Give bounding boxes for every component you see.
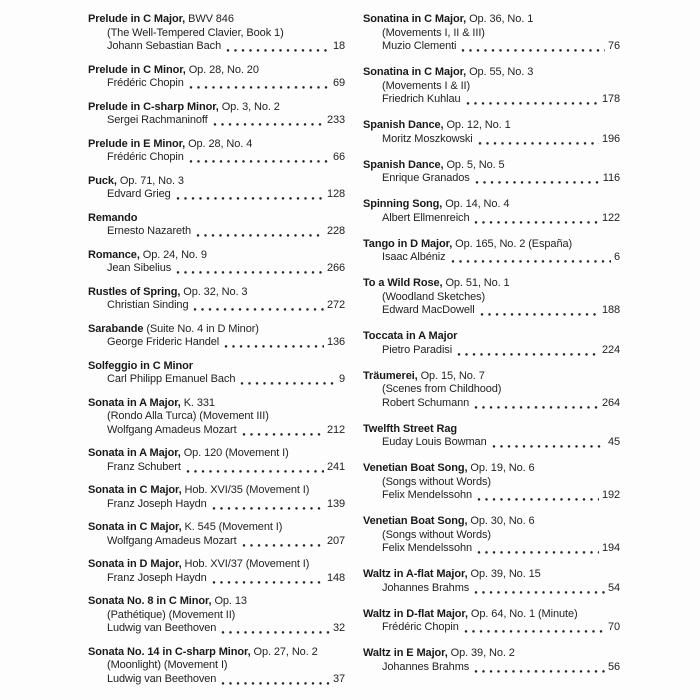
entry-title-detail: Op. 51, No. 1 (442, 277, 510, 289)
entry-page-number: 69 (332, 77, 345, 89)
entry-page-number: 241 (326, 460, 345, 473)
entry-composer: Sergei Rachmaninoff (107, 114, 208, 126)
entry-composer-row (363, 212, 620, 226)
toc-entry (363, 277, 620, 318)
entry-page-number: 228 (326, 225, 345, 237)
entry-title-line (363, 159, 620, 173)
entry-composer: Franz Joseph Haydn (107, 497, 207, 510)
entry-title: Sonata in C Major, (88, 521, 182, 533)
toc-entry (88, 138, 345, 165)
entry-title-detail: Op. 19, No. 6 (467, 462, 535, 474)
entry-composer-row (363, 40, 620, 54)
toc-entry (363, 13, 620, 54)
entry-composer-row (88, 77, 345, 91)
entry-composer-row (88, 572, 345, 586)
toc-entry (363, 66, 620, 107)
dot-leader-line (212, 507, 324, 510)
entry-title: Venetian Boat Song, (363, 515, 468, 527)
entry-composer: Enrique Granados (382, 172, 470, 184)
entry-composer-row (88, 461, 345, 475)
entry-title: Rustles of Spring, (88, 285, 181, 298)
entry-title-line (88, 521, 345, 535)
dot-leader-line (242, 433, 324, 436)
dot-leader-line (240, 382, 336, 385)
entry-title: Sonata in D Major, (88, 558, 182, 570)
entry-title: Sonatina in C Major, (363, 66, 467, 78)
entry-title-line (363, 370, 620, 384)
entry-title-detail: Op. 13 (211, 595, 247, 607)
toc-entry (363, 330, 620, 357)
entry-composer: Jean Sibelius (107, 262, 172, 274)
dot-leader-line (474, 670, 605, 673)
entry-title-line (88, 397, 345, 411)
entry-title: Waltz in D-flat Major, (363, 607, 468, 620)
entry-title-line (363, 608, 620, 622)
dot-leader-line (189, 160, 330, 163)
dot-leader-line (475, 181, 600, 184)
entry-title-line (363, 66, 620, 80)
entry-composer-row (88, 114, 345, 128)
entry-title-detail: Op. 39, No. 2 (447, 647, 515, 659)
toc-entry (363, 647, 620, 674)
entry-title-line (88, 212, 345, 226)
dot-leader-line (474, 591, 605, 594)
entry-title-detail: Op. 36, No. 1 (466, 13, 534, 25)
entry-page-number: 194 (601, 542, 620, 554)
entry-title: Spinning Song, (363, 198, 443, 210)
entry-title-line (363, 462, 620, 476)
dot-leader-line (221, 631, 330, 634)
entry-title-line (88, 323, 345, 337)
dot-leader-line (457, 353, 599, 356)
dot-leader-line (213, 123, 324, 126)
entry-composer: Edward MacDowell (382, 304, 475, 316)
entry-composer-row (363, 542, 620, 556)
dot-leader-line (478, 142, 599, 145)
toc-entry (88, 360, 345, 387)
entry-title-line (363, 647, 620, 661)
toc-entry (363, 568, 620, 595)
entry-title-detail: Op. 15, No. 7 (417, 369, 485, 382)
entry-title: Prelude in C-sharp Minor, (88, 100, 219, 113)
dot-leader-line (226, 49, 330, 52)
entry-composer-row (88, 373, 345, 387)
entry-page-number: 6 (613, 251, 620, 263)
toc-entry (88, 101, 345, 128)
toc-entry (88, 249, 345, 276)
toc-entry (88, 558, 345, 585)
entry-composer: Edvard Grieg (107, 188, 171, 200)
entry-title-detail: Hob. XVI/37 (Movement I) (181, 558, 310, 570)
entry-title-line (88, 286, 345, 300)
entry-title: To a Wild Rose, (363, 277, 443, 289)
entry-title: Prelude in E Minor, (88, 137, 186, 150)
entry-composer-row (363, 397, 620, 411)
entry-title-detail: Op. 64, No. 1 (Minute) (467, 607, 578, 620)
entry-title-detail: Op. 71, No. 3 (116, 174, 184, 187)
entry-composer-row (88, 622, 345, 636)
toc-entry (363, 370, 620, 411)
entry-title: Twelfth Street Rag (363, 422, 457, 435)
entry-title: Prelude in C Major, (88, 13, 186, 25)
entry-title: Sonata No. 14 in C-sharp Minor, (88, 645, 251, 658)
entry-title-detail: Op. 27, No. 2 (250, 645, 318, 658)
entry-composer: Felix Mendelssohn (382, 542, 473, 554)
entry-composer-row (88, 498, 345, 512)
toc-entry (88, 447, 345, 474)
entry-page-number: 266 (326, 262, 345, 274)
entry-title-line (88, 101, 345, 115)
dot-leader-line (477, 551, 599, 554)
entry-title-detail: Op. 32, No. 3 (180, 285, 248, 298)
entry-page-number: 76 (607, 40, 620, 52)
entry-composer-row (363, 251, 620, 265)
entry-page-number: 66 (332, 151, 345, 163)
entry-composer: Robert Schumann (382, 396, 470, 409)
dot-leader-line (464, 630, 605, 633)
dot-leader-line (176, 197, 324, 200)
toc-entry (363, 159, 620, 186)
entry-composer: Johannes Brahms (382, 581, 470, 594)
entry-subtitle: (Moonlight) (Movement I) (107, 659, 228, 671)
entry-composer-row (363, 344, 620, 358)
entry-composer: Ludwig van Beethoven (107, 622, 217, 634)
entry-title-line (88, 646, 345, 660)
toc-entry (88, 13, 345, 54)
entry-composer-row (88, 40, 345, 54)
entry-title-line (363, 238, 620, 252)
entry-title: Spanish Dance, (363, 158, 444, 171)
entry-composer-row (363, 172, 620, 186)
entry-title-detail: Op. 28, No. 20 (185, 63, 259, 76)
dot-leader-line (189, 86, 330, 89)
entry-title-detail: Op. 120 (Movement I) (180, 447, 289, 459)
entry-composer: Albert Ellmenreich (382, 211, 470, 224)
toc-entry (88, 397, 345, 438)
entry-composer: Carl Philipp Emanuel Bach (107, 373, 236, 385)
entry-title-detail: Op. 28, No. 4 (185, 137, 253, 150)
entry-composer-row (363, 661, 620, 675)
dot-leader-line (193, 308, 323, 311)
entry-page-number: 70 (607, 621, 620, 633)
entry-page-number: 116 (602, 172, 620, 184)
entry-page-number: 32 (332, 622, 345, 634)
entry-title-detail: Op. 14, No. 4 (442, 198, 510, 210)
entry-subtitle: (Woodland Sketches) (382, 290, 486, 303)
dot-leader-line (176, 271, 324, 274)
dot-leader-line (466, 102, 599, 105)
entry-page-number: 139 (326, 497, 345, 510)
entry-title: Venetian Boat Song, (363, 462, 468, 474)
entry-title: Sarabande (88, 322, 144, 335)
dot-leader-line (474, 406, 599, 409)
entry-title-detail: Hob. XVI/35 (Movement I) (181, 484, 310, 496)
dot-leader-line (242, 544, 324, 547)
entry-title: Prelude in C Minor, (88, 63, 186, 76)
entry-page-number: 178 (601, 93, 620, 105)
entry-composer: Ludwig van Beethoven (107, 672, 217, 685)
entry-title-detail: Op. 3, No. 2 (218, 100, 280, 113)
entry-composer: Wolfgang Amadeus Mozart (107, 534, 237, 547)
entry-composer: Johannes Brahms (382, 660, 470, 673)
entry-title-line (363, 198, 620, 212)
dot-leader-line (212, 581, 324, 584)
entry-title: Sonata in A Major, (88, 396, 181, 409)
entry-composer: George Frideric Handel (107, 336, 220, 348)
dot-leader-line (221, 682, 330, 685)
dot-leader-line (451, 260, 611, 263)
toc-entry (88, 212, 345, 239)
entry-composer: Frédéric Chopin (107, 151, 184, 163)
entry-page-number: 45 (607, 436, 620, 448)
toc-entry (88, 646, 345, 687)
entry-title-detail: Op. 12, No. 1 (443, 119, 511, 131)
entry-composer-row (363, 489, 620, 503)
entry-title-line (363, 568, 620, 582)
entry-composer-row (363, 304, 620, 318)
entry-title-detail: K. 331 (180, 396, 215, 409)
entry-composer-row (363, 133, 620, 147)
entry-composer: Frédéric Chopin (382, 621, 459, 633)
entry-page-number: 192 (601, 489, 620, 501)
entry-title: Sonata in A Major, (88, 447, 181, 459)
entry-composer-row (88, 188, 345, 202)
entry-composer: Isaac Albéniz (382, 251, 446, 263)
entry-composer: Johann Sebastian Bach (107, 40, 222, 52)
entry-title-detail: Op. 30, No. 6 (467, 515, 535, 527)
entry-subtitle: (Movements I & II) (382, 79, 471, 92)
entry-title: Sonata in C Major, (88, 484, 182, 496)
toc-entry (88, 286, 345, 313)
entry-composer: Muzio Clementi (382, 40, 457, 52)
entry-composer-row (88, 424, 345, 438)
entry-title-line (88, 175, 345, 189)
entry-subtitle: (The Well-Tempered Clavier, Book 1) (107, 26, 284, 39)
toc-entry (88, 595, 345, 636)
toc-entry (363, 238, 620, 265)
entry-title-detail: (Suite No. 4 in D Minor) (143, 322, 259, 335)
entry-title: Toccata in A Major (363, 330, 458, 342)
dot-leader-line (474, 221, 598, 224)
entry-title-line (88, 64, 345, 78)
entry-title-detail: Op. 55, No. 3 (466, 66, 534, 78)
entry-title: Waltz in A-flat Major, (363, 568, 468, 580)
toc-entry (363, 462, 620, 503)
dot-leader-line (461, 49, 605, 52)
dot-leader-line (492, 445, 605, 448)
entry-page-number: 188 (601, 304, 620, 316)
entry-title: Spanish Dance, (363, 119, 444, 131)
entry-title: Solfeggio in C Minor (88, 359, 193, 372)
entry-page-number: 224 (601, 343, 620, 356)
entry-composer-row (363, 93, 620, 107)
toc-column-right (363, 13, 620, 694)
entry-page-number: 207 (326, 534, 345, 547)
entry-composer: Euday Louis Bowman (382, 436, 487, 448)
entry-title-line (363, 277, 620, 291)
entry-composer: Pietro Paradisi (382, 343, 453, 356)
dot-leader-line (224, 345, 324, 348)
entry-title: Puck, (88, 174, 117, 187)
toc-entry (88, 521, 345, 548)
entry-title-detail: Op. 165, No. 2 (España) (452, 237, 573, 250)
entry-page-number: 233 (326, 114, 345, 126)
entry-composer-row (88, 299, 345, 313)
entry-composer-row (88, 225, 345, 239)
entry-composer-row (88, 262, 345, 276)
entry-title: Romance, (88, 248, 140, 261)
entry-title-line (88, 447, 345, 461)
entry-title-line (88, 249, 345, 263)
entry-title: Tango in D Major, (363, 237, 453, 250)
entry-subtitle: (Rondo Alla Turca) (Movement III) (107, 410, 269, 422)
entry-title-line (363, 515, 620, 529)
dot-leader-line (196, 234, 324, 237)
entry-page-number: 18 (332, 40, 345, 52)
dot-leader-line (480, 313, 599, 316)
entry-title: Sonata No. 8 in C Minor, (88, 595, 212, 607)
entry-title-line (363, 423, 620, 437)
toc-entry (88, 175, 345, 202)
toc-entry (363, 608, 620, 635)
entry-page-number: 122 (601, 211, 620, 224)
entry-page-number: 196 (601, 132, 620, 145)
entry-composer-row (88, 336, 345, 350)
entry-subtitle: (Songs without Words) (382, 528, 491, 541)
entry-title-line (88, 595, 345, 609)
entry-composer-row (88, 673, 345, 687)
entry-subtitle: (Movements I, II & III) (382, 26, 485, 39)
entry-page-number: 56 (607, 660, 620, 673)
entry-composer: Wolfgang Amadeus Mozart (107, 423, 237, 436)
entry-composer: Frédéric Chopin (107, 77, 184, 89)
entry-page-number: 212 (326, 423, 345, 436)
entry-composer: Christian Sinding (107, 299, 189, 311)
entry-composer-row (363, 436, 620, 450)
entry-page-number: 54 (607, 581, 620, 594)
entry-composer: Franz Joseph Haydn (107, 571, 207, 584)
entry-page-number: 9 (338, 373, 345, 385)
entry-title-line (88, 558, 345, 572)
entry-title-line (363, 330, 620, 344)
entry-composer: Moritz Moszkowski (382, 132, 473, 145)
entry-composer: Ernesto Nazareth (107, 225, 191, 237)
dot-leader-line (477, 498, 599, 501)
entry-title-detail: Op. 39, No. 15 (467, 568, 541, 580)
entry-page-number: 37 (332, 672, 345, 685)
toc-entry (363, 119, 620, 146)
toc-entry (88, 484, 345, 511)
entry-title-line (363, 119, 620, 133)
toc-entry (363, 423, 620, 450)
entry-title-detail: BWV 846 (185, 13, 234, 25)
entry-title-line (88, 13, 345, 27)
entry-composer-row (88, 535, 345, 549)
dot-leader-line (186, 470, 324, 473)
entry-title-line (88, 484, 345, 498)
entry-title: Träumerei, (363, 369, 418, 382)
entry-composer-row (88, 151, 345, 165)
entry-page-number: 128 (326, 188, 345, 200)
entry-title-line (363, 13, 620, 27)
entry-subtitle: (Scenes from Childhood) (382, 383, 502, 395)
entry-composer-row (363, 621, 620, 635)
entry-title: Remando (88, 211, 138, 224)
entry-subtitle: (Pathétique) (Movement II) (107, 608, 236, 621)
toc-entry (88, 64, 345, 91)
entry-page-number: 148 (326, 571, 345, 584)
entry-page-number: 272 (326, 299, 345, 311)
entry-title: Waltz in E Major, (363, 647, 448, 659)
entry-title-detail: Op. 24, No. 9 (139, 248, 207, 261)
entry-title-detail: Op. 5, No. 5 (443, 158, 505, 171)
entry-title-line (88, 360, 345, 374)
entry-page-number: 136 (326, 336, 345, 348)
toc-entry (363, 198, 620, 225)
entry-title: Sonatina in C Major, (363, 13, 467, 25)
entry-composer: Friedrich Kuhlau (382, 93, 461, 105)
entry-title-line (88, 138, 345, 152)
toc-column-left (88, 13, 345, 694)
entry-composer-row (363, 582, 620, 596)
entry-composer: Felix Mendelssohn (382, 489, 473, 501)
toc-entry (363, 515, 620, 556)
entry-composer: Franz Schubert (107, 460, 181, 473)
toc-entry (88, 323, 345, 350)
entry-subtitle: (Songs without Words) (382, 475, 491, 488)
entry-page-number: 264 (601, 396, 620, 409)
entry-title-detail: K. 545 (Movement I) (181, 521, 283, 533)
